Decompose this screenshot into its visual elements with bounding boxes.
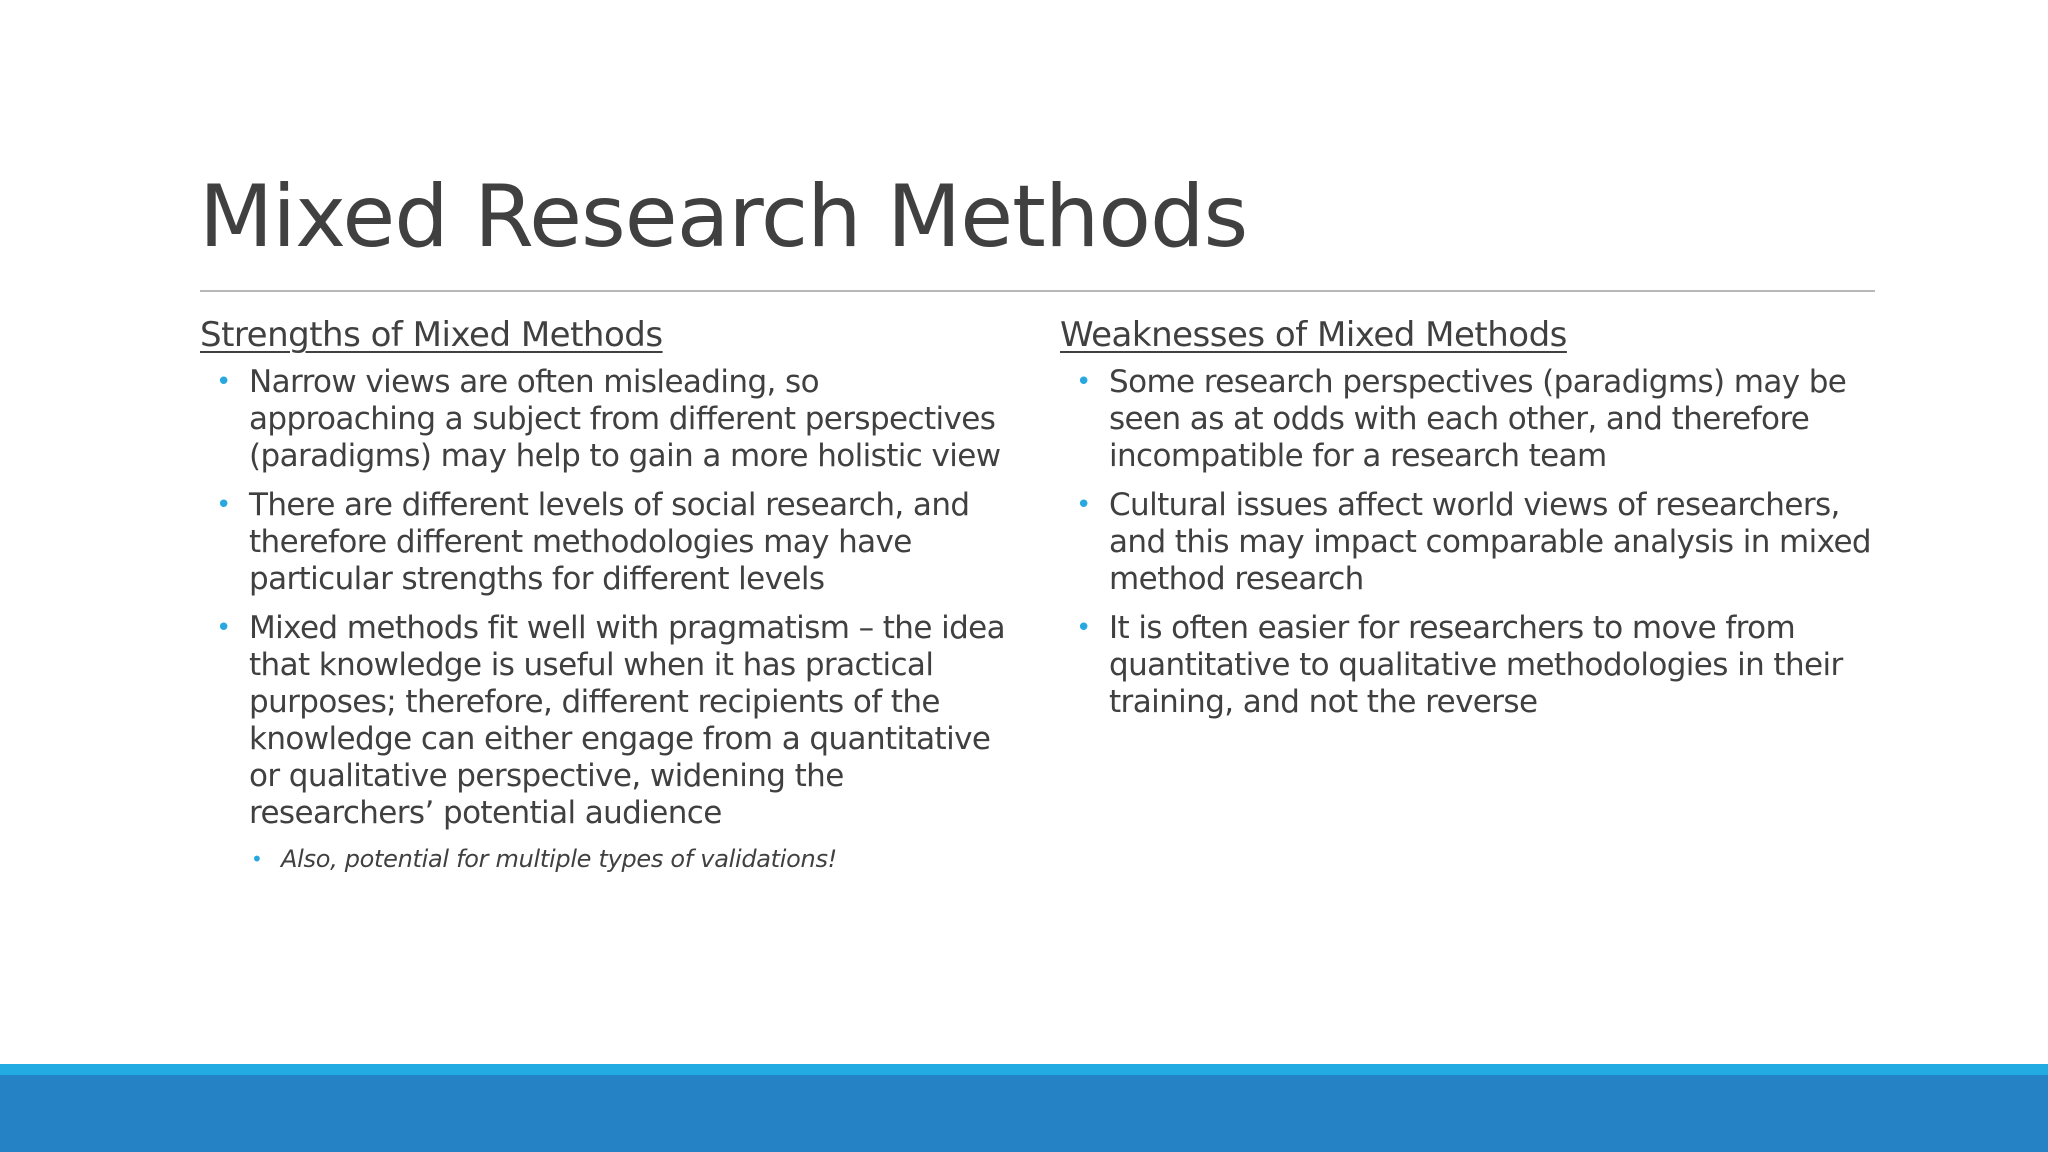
list-item (1060, 610, 1875, 721)
list-item (1060, 487, 1875, 598)
list-item (200, 610, 1010, 832)
strengths-list (200, 364, 1010, 832)
bullet-icon: • (1076, 613, 1091, 643)
bullet-icon: • (216, 367, 231, 397)
weakness-text: It is often easier for researchers to move from quantitative to qualitative methodologies in their training, and not the reverse (1109, 610, 1843, 720)
bullet-icon: • (216, 613, 231, 643)
sub-item-text: Also, potential for multiple types of validations! (281, 845, 837, 873)
list-item (200, 364, 1010, 475)
weakness-text: Cultural issues affect world views of researchers, and this may impact comparable analysis in mixed method research (1109, 487, 1872, 597)
weaknesses-column (1060, 312, 1875, 733)
slide-title: Mixed Research Methods (199, 167, 1248, 267)
bullet-icon: • (1076, 367, 1091, 397)
weaknesses-list (1060, 364, 1875, 721)
strengths-column (200, 312, 1010, 874)
bullet-icon: • (216, 490, 231, 520)
strength-text: Mixed methods fit well with pragmatism – the idea that knowledge is useful when it has practical purposes; therefore, different recipients of the knowledge can either engage from a quantitative or qualitative perspective, widening the researchers’ potential audience (249, 610, 1006, 831)
list-item (1060, 364, 1875, 475)
footer-accent-band (0, 1064, 2048, 1075)
weakness-text: Some research perspectives (paradigms) may be seen as at odds with each other, and therefore incompatible for a research team (1109, 364, 1847, 474)
sub-list-item (200, 844, 1010, 874)
title-divider (200, 290, 1875, 292)
bullet-icon: • (1076, 490, 1091, 520)
strength-text: There are different levels of social research, and therefore different methodologies may have particular strengths for different levels (249, 487, 970, 597)
weaknesses-heading: Weaknesses of Mixed Methods (1060, 315, 1567, 355)
footer-band (0, 1075, 2048, 1152)
list-item (200, 487, 1010, 598)
strength-text: Narrow views are often misleading, so approaching a subject from different perspectives (paradigms) may help to gain a more holistic view (249, 364, 1001, 474)
strengths-heading: Strengths of Mixed Methods (200, 315, 663, 355)
sub-bullet-icon: • (251, 847, 263, 871)
